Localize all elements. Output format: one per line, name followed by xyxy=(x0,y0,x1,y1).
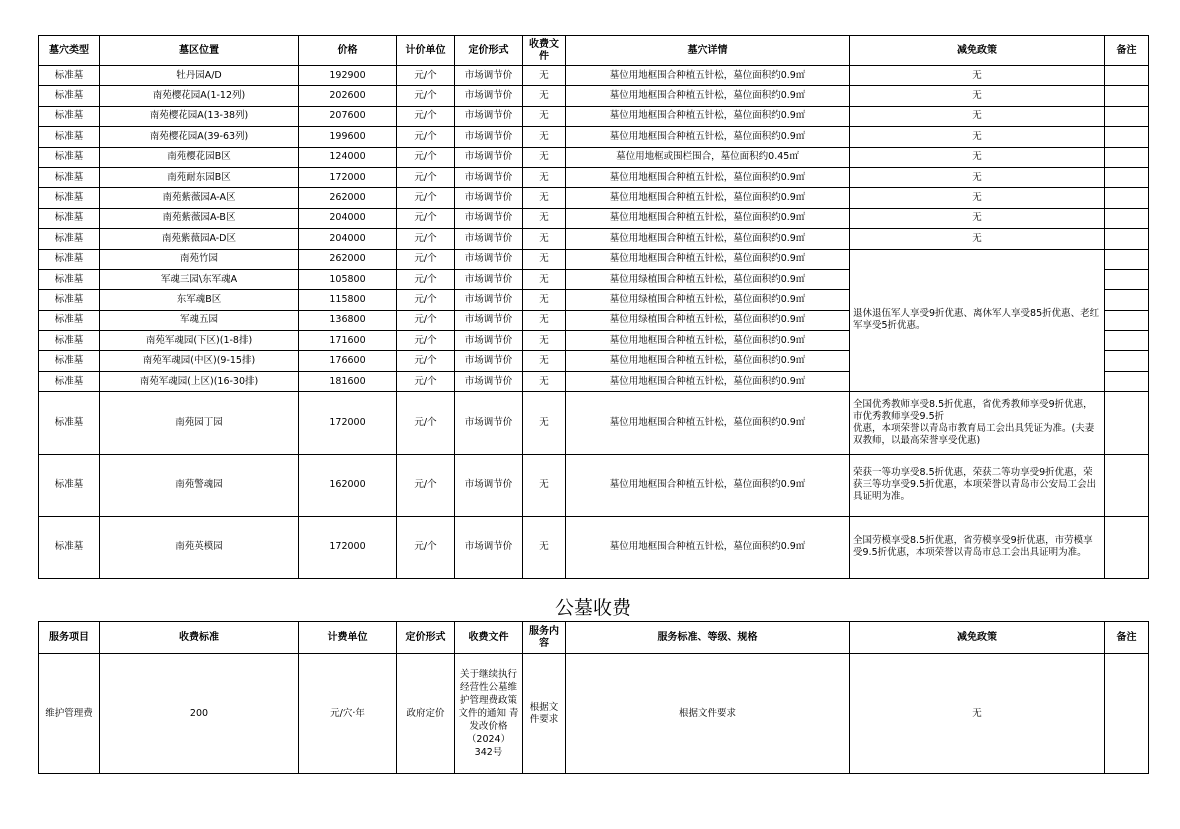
header-fee-doc: 收费文件 xyxy=(523,36,566,66)
cell-details: 墓位用地框围合种植五针松，墓位面积约0.9㎡ xyxy=(566,371,850,391)
cell-location: 南苑樱花园A(13-38列) xyxy=(100,106,299,126)
cell-grave-type: 标准墓 xyxy=(39,392,100,454)
cell-fee-doc: 关于继续执行经营性公墓维护管理费政策文件的通知 青发改价格（2024）342号 xyxy=(455,654,523,774)
cell-location: 南苑紫薇园A-D区 xyxy=(100,229,299,249)
grave-price-table xyxy=(38,35,1149,579)
cell-price: 181600 xyxy=(299,371,397,391)
cell-grave-type: 标准墓 xyxy=(39,229,100,249)
cell-unit: 元/个 xyxy=(397,66,455,86)
cell-note xyxy=(1105,269,1149,289)
header-service-item: 服务项目 xyxy=(39,622,100,654)
cell-grave-type: 标准墓 xyxy=(39,147,100,167)
cell-discount: 无 xyxy=(850,86,1105,106)
cell-grave-type: 标准墓 xyxy=(39,351,100,371)
cell-discount: 无 xyxy=(850,127,1105,147)
cell-pricing-form: 市场调节价 xyxy=(455,147,523,167)
cell-fee-doc: 无 xyxy=(523,310,566,330)
table-row xyxy=(39,392,1149,454)
cell-price: 172000 xyxy=(299,516,397,578)
table-row xyxy=(39,127,1149,147)
header-note: 备注 xyxy=(1105,36,1149,66)
cell-location: 南苑樱花园B区 xyxy=(100,147,299,167)
cell-price: 192900 xyxy=(299,66,397,86)
cell-price: 171600 xyxy=(299,331,397,351)
cemetery-fee-table xyxy=(38,621,1149,774)
cell-location: 南苑耐东园B区 xyxy=(100,167,299,187)
cell-fee-doc: 无 xyxy=(523,188,566,208)
header-details: 墓穴详情 xyxy=(566,36,850,66)
cell-pricing-form: 市场调节价 xyxy=(455,229,523,249)
cell-pricing-form: 市场调节价 xyxy=(455,167,523,187)
cell-pricing-form: 市场调节价 xyxy=(455,454,523,516)
cell-location: 南苑紫薇园A-B区 xyxy=(100,208,299,228)
cell-discount: 全国优秀教师享受8.5折优惠，省优秀教师享受9折优惠，市优秀教师享受9.5折 优惠，本项荣誉以青岛市教育局工会出具凭证为准。(夫妻双教师，以最高荣誉享受优惠) xyxy=(850,392,1105,454)
cell-unit: 元/个 xyxy=(397,371,455,391)
cell-pricing-form: 市场调节价 xyxy=(455,516,523,578)
table-header-row xyxy=(39,36,1149,66)
cell-discount: 荣获一等功享受8.5折优惠，荣获二等功享受9折优惠，荣获三等功享受9.5折优惠，本项荣誉以青岛市公安局工会出具证明为准。 xyxy=(850,454,1105,516)
cell-price: 124000 xyxy=(299,147,397,167)
cell-fee-doc: 无 xyxy=(523,454,566,516)
cell-details: 墓位用地框围合种植五针松，墓位面积约0.9㎡ xyxy=(566,86,850,106)
cell-location: 军魂五园 xyxy=(100,310,299,330)
cell-note xyxy=(1105,392,1149,454)
cell-location: 南苑紫薇园A-A区 xyxy=(100,188,299,208)
cell-details: 墓位用地框围合种植五针松，墓位面积约0.9㎡ xyxy=(566,351,850,371)
cell-note xyxy=(1105,454,1149,516)
section-title: 公墓收费 xyxy=(554,597,631,619)
table-header-row xyxy=(39,622,1149,654)
cell-unit: 元/个 xyxy=(397,290,455,310)
cell-grave-type: 标准墓 xyxy=(39,371,100,391)
cell-discount: 无 xyxy=(850,66,1105,86)
cell-fee-doc: 无 xyxy=(523,249,566,269)
cell-grave-type: 标准墓 xyxy=(39,249,100,269)
cell-grave-type: 标准墓 xyxy=(39,167,100,187)
cell-location: 牡丹园A/D xyxy=(100,66,299,86)
cell-details: 墓位用地框或围栏围合，墓位面积约0.45㎡ xyxy=(566,147,850,167)
cell-location: 军魂三园\东军魂A xyxy=(100,269,299,289)
cell-unit: 元/个 xyxy=(397,351,455,371)
cell-location: 南苑军魂园(上区)(16-30排) xyxy=(100,371,299,391)
header-location: 墓区位置 xyxy=(100,36,299,66)
cell-details: 墓位用地框围合种植五针松，墓位面积约0.9㎡ xyxy=(566,229,850,249)
cell-unit: 元/个 xyxy=(397,454,455,516)
header-service-content: 服务内容 xyxy=(523,622,566,654)
cell-fee-doc: 无 xyxy=(523,127,566,147)
table-row xyxy=(39,516,1149,578)
cell-discount: 无 xyxy=(850,167,1105,187)
cell-discount: 无 xyxy=(850,208,1105,228)
cell-price: 204000 xyxy=(299,208,397,228)
cell-fee-doc: 无 xyxy=(523,229,566,249)
cell-grave-type: 标准墓 xyxy=(39,106,100,126)
cell-pricing-form: 政府定价 xyxy=(397,654,455,774)
cell-fee-doc: 无 xyxy=(523,86,566,106)
cell-note xyxy=(1105,127,1149,147)
cell-service-content: 根据文件要求 xyxy=(523,654,566,774)
cell-fee-doc: 无 xyxy=(523,392,566,454)
cell-grave-type: 标准墓 xyxy=(39,331,100,351)
cell-price: 199600 xyxy=(299,127,397,147)
cell-unit: 元/个 xyxy=(397,147,455,167)
cell-unit: 元/个 xyxy=(397,229,455,249)
cell-price: 115800 xyxy=(299,290,397,310)
header-fee-doc: 收费文件 xyxy=(455,622,523,654)
header-pricing-form: 定价形式 xyxy=(455,36,523,66)
cell-note xyxy=(1105,188,1149,208)
cell-pricing-form: 市场调节价 xyxy=(455,310,523,330)
cell-discount: 无 xyxy=(850,147,1105,167)
header-billing-unit: 计费单位 xyxy=(299,622,397,654)
cell-note xyxy=(1105,331,1149,351)
cell-fee-doc: 无 xyxy=(523,208,566,228)
cell-fee-doc: 无 xyxy=(523,516,566,578)
cell-fee-doc: 无 xyxy=(523,371,566,391)
cell-fee-doc: 无 xyxy=(523,66,566,86)
cell-fee-doc: 无 xyxy=(523,269,566,289)
cell-location: 南苑樱花园A(1-12列) xyxy=(100,86,299,106)
cell-grave-type: 标准墓 xyxy=(39,66,100,86)
cell-note xyxy=(1105,310,1149,330)
cell-details: 墓位用地框围合种植五针松，墓位面积约0.9㎡ xyxy=(566,249,850,269)
cell-price: 204000 xyxy=(299,229,397,249)
cell-grave-type: 标准墓 xyxy=(39,454,100,516)
cell-location: 南苑军魂园(下区)(1-8排) xyxy=(100,331,299,351)
cell-note xyxy=(1105,371,1149,391)
table-row xyxy=(39,454,1149,516)
cell-price: 176600 xyxy=(299,351,397,371)
cell-location: 南苑警魂园 xyxy=(100,454,299,516)
cell-unit: 元/个 xyxy=(397,127,455,147)
cell-discount: 无 xyxy=(850,188,1105,208)
cell-service-item: 维护管理费 xyxy=(39,654,100,774)
cell-note xyxy=(1105,208,1149,228)
cell-unit: 元/个 xyxy=(397,249,455,269)
cell-discount: 无 xyxy=(850,229,1105,249)
table-row xyxy=(39,654,1149,774)
cell-note xyxy=(1105,167,1149,187)
table-row xyxy=(39,106,1149,126)
cell-pricing-form: 市场调节价 xyxy=(455,269,523,289)
cell-note xyxy=(1105,290,1149,310)
cell-note xyxy=(1105,106,1149,126)
cell-discount: 无 xyxy=(850,106,1105,126)
cell-pricing-form: 市场调节价 xyxy=(455,208,523,228)
cell-pricing-form: 市场调节价 xyxy=(455,86,523,106)
cell-unit: 元/个 xyxy=(397,106,455,126)
cell-pricing-form: 市场调节价 xyxy=(455,331,523,351)
cell-note xyxy=(1105,147,1149,167)
cell-note xyxy=(1105,249,1149,269)
cell-price: 162000 xyxy=(299,454,397,516)
cell-pricing-form: 市场调节价 xyxy=(455,351,523,371)
cell-price: 105800 xyxy=(299,269,397,289)
cell-details: 墓位用地框围合种植五针松，墓位面积约0.9㎡ xyxy=(566,188,850,208)
header-service-spec: 服务标准、等级、规格 xyxy=(566,622,850,654)
cell-unit: 元/个 xyxy=(397,516,455,578)
cell-unit: 元/个 xyxy=(397,188,455,208)
cell-note xyxy=(1105,351,1149,371)
cell-grave-type: 标准墓 xyxy=(39,86,100,106)
table-row xyxy=(39,249,1149,269)
cell-pricing-form: 市场调节价 xyxy=(455,371,523,391)
header-unit: 计价单位 xyxy=(397,36,455,66)
table-row xyxy=(39,86,1149,106)
cell-pricing-form: 市场调节价 xyxy=(455,290,523,310)
cell-pricing-form: 市场调节价 xyxy=(455,188,523,208)
header-discount: 减免政策 xyxy=(850,36,1105,66)
table-row xyxy=(39,208,1149,228)
cell-price: 202600 xyxy=(299,86,397,106)
cell-details: 墓位用地框围合种植五针松，墓位面积约0.9㎡ xyxy=(566,331,850,351)
cell-price: 262000 xyxy=(299,249,397,269)
header-pricing-form: 定价形式 xyxy=(397,622,455,654)
cell-note xyxy=(1105,516,1149,578)
header-discount: 减免政策 xyxy=(850,622,1105,654)
cell-price: 172000 xyxy=(299,392,397,454)
cell-discount: 全国劳模享受8.5折优惠，省劳模享受9折优惠，市劳模享受9.5折优惠，本项荣誉以青岛市总工会出具证明为准。 xyxy=(850,516,1105,578)
cell-location: 南苑樱花园A(39-63列) xyxy=(100,127,299,147)
cell-unit: 元/个 xyxy=(397,392,455,454)
cell-pricing-form: 市场调节价 xyxy=(455,66,523,86)
cell-fee-doc: 无 xyxy=(523,167,566,187)
cell-details: 墓位用地框围合种植五针松，墓位面积约0.9㎡ xyxy=(566,516,850,578)
table-row xyxy=(39,167,1149,187)
cell-price: 136800 xyxy=(299,310,397,330)
cell-location: 南苑竹园 xyxy=(100,249,299,269)
cell-fee-doc: 无 xyxy=(523,331,566,351)
cell-details: 墓位用绿植围合种植五针松，墓位面积约0.9㎡ xyxy=(566,310,850,330)
cell-fee-doc: 无 xyxy=(523,290,566,310)
cell-grave-type: 标准墓 xyxy=(39,188,100,208)
cell-fee-doc: 无 xyxy=(523,351,566,371)
cell-details: 墓位用地框围合种植五针松，墓位面积约0.9㎡ xyxy=(566,392,850,454)
header-grave-type: 墓穴类型 xyxy=(39,36,100,66)
cell-unit: 元/个 xyxy=(397,269,455,289)
header-fee-standard: 收费标准 xyxy=(100,622,299,654)
cell-grave-type: 标准墓 xyxy=(39,127,100,147)
cell-note xyxy=(1105,66,1149,86)
cell-price: 262000 xyxy=(299,188,397,208)
cell-pricing-form: 市场调节价 xyxy=(455,392,523,454)
header-note: 备注 xyxy=(1105,622,1149,654)
table-row xyxy=(39,66,1149,86)
cell-details: 墓位用绿植围合种植五针松，墓位面积约0.9㎡ xyxy=(566,269,850,289)
cell-details: 墓位用地框围合种植五针松，墓位面积约0.9㎡ xyxy=(566,454,850,516)
cell-fee-doc: 无 xyxy=(523,147,566,167)
cell-pricing-form: 市场调节价 xyxy=(455,127,523,147)
cell-grave-type: 标准墓 xyxy=(39,290,100,310)
cell-details: 墓位用地框围合种植五针松，墓位面积约0.9㎡ xyxy=(566,66,850,86)
cell-fee-standard: 200 xyxy=(100,654,299,774)
cell-details: 墓位用地框围合种植五针松，墓位面积约0.9㎡ xyxy=(566,127,850,147)
cell-location: 东军魂B区 xyxy=(100,290,299,310)
header-price: 价格 xyxy=(299,36,397,66)
cell-details: 墓位用绿植围合种植五针松，墓位面积约0.9㎡ xyxy=(566,290,850,310)
cell-note xyxy=(1105,86,1149,106)
cell-pricing-form: 市场调节价 xyxy=(455,249,523,269)
cell-price: 207600 xyxy=(299,106,397,126)
cell-location: 南苑园丁园 xyxy=(100,392,299,454)
cell-discount: 无 xyxy=(850,654,1105,774)
cell-grave-type: 标准墓 xyxy=(39,310,100,330)
cell-grave-type: 标准墓 xyxy=(39,269,100,289)
cell-unit: 元/个 xyxy=(397,208,455,228)
cell-location: 南苑英模园 xyxy=(100,516,299,578)
cell-fee-doc: 无 xyxy=(523,106,566,126)
table-row xyxy=(39,188,1149,208)
table-row xyxy=(39,147,1149,167)
cell-unit: 元/个 xyxy=(397,86,455,106)
cell-details: 墓位用地框围合种植五针松，墓位面积约0.9㎡ xyxy=(566,106,850,126)
cell-military-discount: 退休退伍军人享受9折优惠、离休军人享受85折优惠、老红军享受5折优惠。 xyxy=(850,249,1105,392)
cell-details: 墓位用地框围合种植五针松，墓位面积约0.9㎡ xyxy=(566,208,850,228)
cell-grave-type: 标准墓 xyxy=(39,208,100,228)
table-row xyxy=(39,229,1149,249)
cell-billing-unit: 元/穴·年 xyxy=(299,654,397,774)
cell-location: 南苑军魂园(中区)(9-15排) xyxy=(100,351,299,371)
cell-unit: 元/个 xyxy=(397,310,455,330)
cell-grave-type: 标准墓 xyxy=(39,516,100,578)
cell-details: 墓位用地框围合种植五针松，墓位面积约0.9㎡ xyxy=(566,167,850,187)
cell-pricing-form: 市场调节价 xyxy=(455,106,523,126)
cell-note xyxy=(1105,654,1149,774)
cell-unit: 元/个 xyxy=(397,167,455,187)
cell-service-spec: 根据文件要求 xyxy=(566,654,850,774)
cell-unit: 元/个 xyxy=(397,331,455,351)
cell-price: 172000 xyxy=(299,167,397,187)
cell-note xyxy=(1105,229,1149,249)
